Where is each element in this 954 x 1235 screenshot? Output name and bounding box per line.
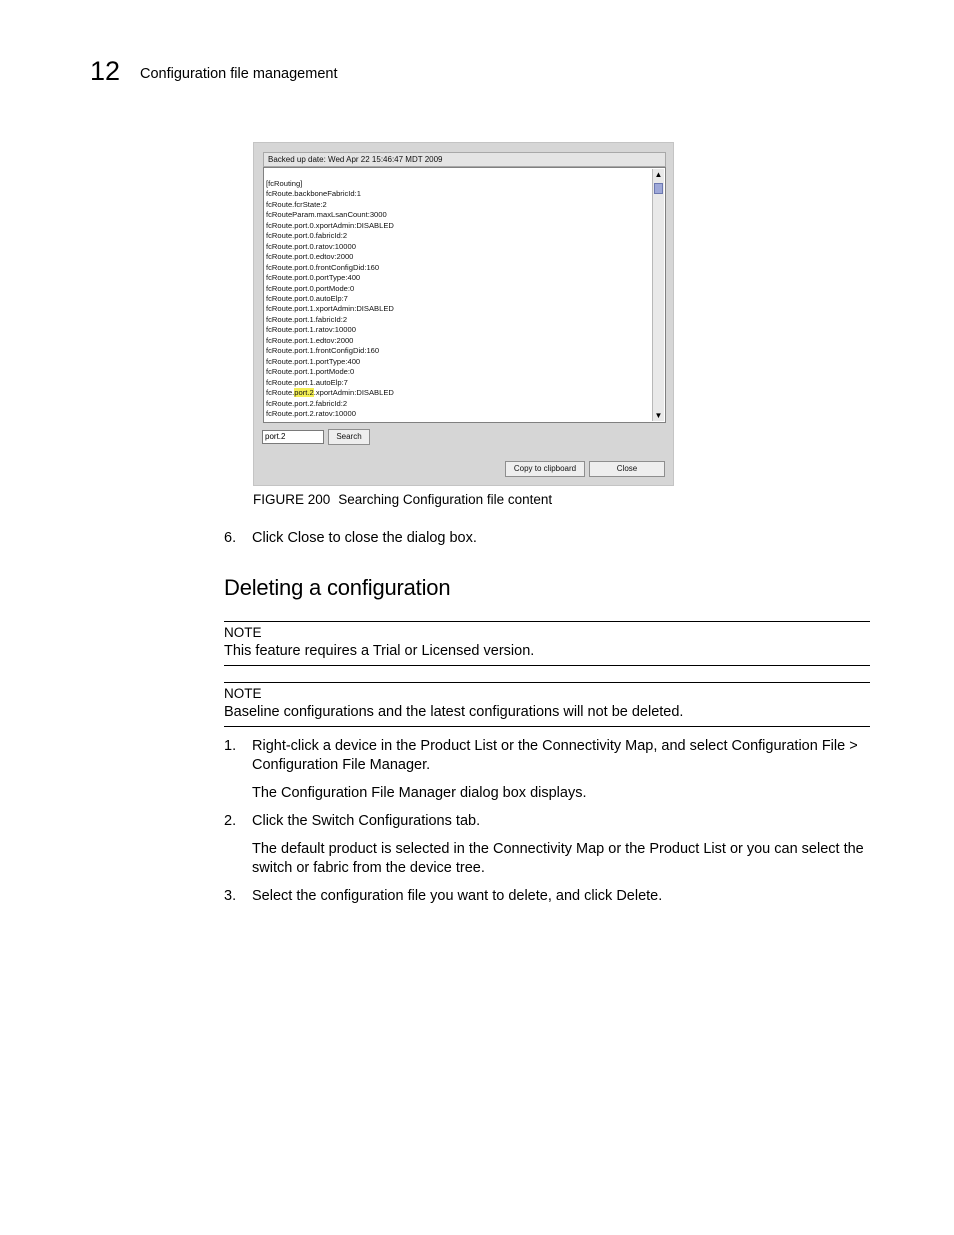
config-line: fcRoute.port.1.fabricId:2	[266, 314, 348, 324]
config-line: fcRoute.port.0.xportAdmin:DISABLED	[266, 220, 394, 230]
note-text: This feature requires a Trial or Licensed version.	[224, 643, 535, 659]
config-file-dialog	[253, 142, 674, 486]
vertical-scrollbar[interactable]	[652, 169, 664, 421]
config-line: fcRoute.port.0.edtov:2000	[266, 252, 354, 262]
note-bottom-rule	[224, 665, 870, 666]
note-label: NOTE	[224, 625, 262, 640]
chapter-title: Configuration file management	[140, 66, 338, 82]
note-text: Baseline configurations and the latest configurations will not be deleted.	[224, 704, 684, 720]
ui-delete-term: Delete	[616, 888, 659, 904]
note-top-rule	[224, 621, 870, 622]
config-line: fcRouteParam.maxLsanCount:3000	[266, 210, 387, 220]
config-line: fcRoute.port.0.ratov:10000	[266, 241, 356, 251]
note-top-rule	[224, 682, 870, 683]
config-line: fcRoute.port.1.autoElp:7	[266, 377, 348, 387]
section-heading: Deleting a configuration	[224, 575, 451, 600]
search-button[interactable]: Search	[328, 429, 370, 445]
config-line: fcRoute.port.1.xportAdmin:DISABLED	[266, 304, 394, 314]
backup-date-header: Backed up date: Wed Apr 22 15:46:47 MDT 2009	[263, 152, 666, 167]
config-content-lines	[266, 179, 646, 419]
config-line: fcRoute.backboneFabricId:1	[266, 189, 361, 199]
config-line: fcRoute.port.1.portType:400	[266, 356, 361, 366]
ui-config-file-manager-term: Configuration File Manager	[252, 757, 427, 773]
config-line: fcRoute.port.0.autoElp:7	[266, 293, 348, 303]
config-line: fcRoute.port.2.ratov:10000	[266, 408, 356, 418]
step-6-text: Click Close to close the dialog box.	[252, 530, 477, 546]
chapter-number: 12	[90, 56, 121, 86]
config-line: fcRoute.port.2.fabricId:2	[266, 398, 348, 408]
ui-switch-configurations-term: Switch Configurations	[311, 813, 452, 829]
config-line: fcRoute.port.1.portMode:0	[266, 367, 355, 377]
config-line: fcRoute.port.0.portType:400	[266, 273, 361, 283]
step-3-text: Select the configuration file you want to delete, and click Delete.	[252, 888, 663, 904]
step-1-text: Right-click a device in the Product List or the Connectivity Map, and select Configuration File > Configuration File Manager.	[252, 738, 858, 773]
config-line: fcRoute.port.0.fabricId:2	[266, 231, 348, 241]
step-number: 1.	[224, 738, 237, 754]
config-content-textarea[interactable]	[263, 167, 666, 423]
scrollbar-thumb[interactable]	[654, 183, 663, 194]
config-line: fcRoute.port.1.frontConfigDid:160	[266, 346, 380, 356]
ui-config-file-manager-term: Configuration File Manager	[281, 785, 456, 801]
step-number: 2.	[224, 813, 237, 829]
step-1-result-text: The Configuration File Manager dialog box displays.	[252, 785, 587, 801]
step-2-detail-text: The default product is selected in the Connectivity Map or the Product List or you can select the switch or fabric from the device tree.	[252, 841, 864, 876]
figure-caption	[253, 492, 552, 507]
config-line: fcRoute.port.0.frontConfigDid:160	[266, 262, 380, 272]
figure-label: FIGURE 200	[253, 492, 331, 507]
config-line: fcRoute.port.1.edtov:2000	[266, 335, 354, 345]
config-line: [fcRouting]	[266, 179, 303, 188]
scroll-up-icon[interactable]: ▲	[654, 170, 663, 179]
search-input[interactable]: port.2	[262, 430, 324, 444]
note-label: NOTE	[224, 686, 262, 701]
copy-to-clipboard-button[interactable]: Copy to clipboard	[505, 461, 585, 477]
step-2-text: Click the Switch Configurations tab.	[252, 813, 481, 829]
scroll-down-icon[interactable]: ▼	[654, 411, 663, 420]
config-line: fcRoute.port.1.ratov:10000	[266, 325, 356, 335]
step-number: 6.	[224, 530, 237, 546]
step-number: 3.	[224, 888, 237, 904]
config-line: fcRoute.port.0.portMode:0	[266, 283, 355, 293]
search-match-highlight: port.2	[294, 388, 314, 398]
config-line: fcRoute.port.2.xportAdmin:DISABLED	[266, 388, 394, 398]
close-button[interactable]: Close	[589, 461, 665, 477]
ui-close-term: Close	[287, 530, 325, 546]
figure-title: Searching Configuration file content	[338, 492, 553, 507]
ui-config-file-menu-term: Configuration File >	[731, 738, 858, 754]
config-line: fcRoute.fcrState:2	[266, 199, 327, 209]
note-bottom-rule	[224, 726, 870, 727]
